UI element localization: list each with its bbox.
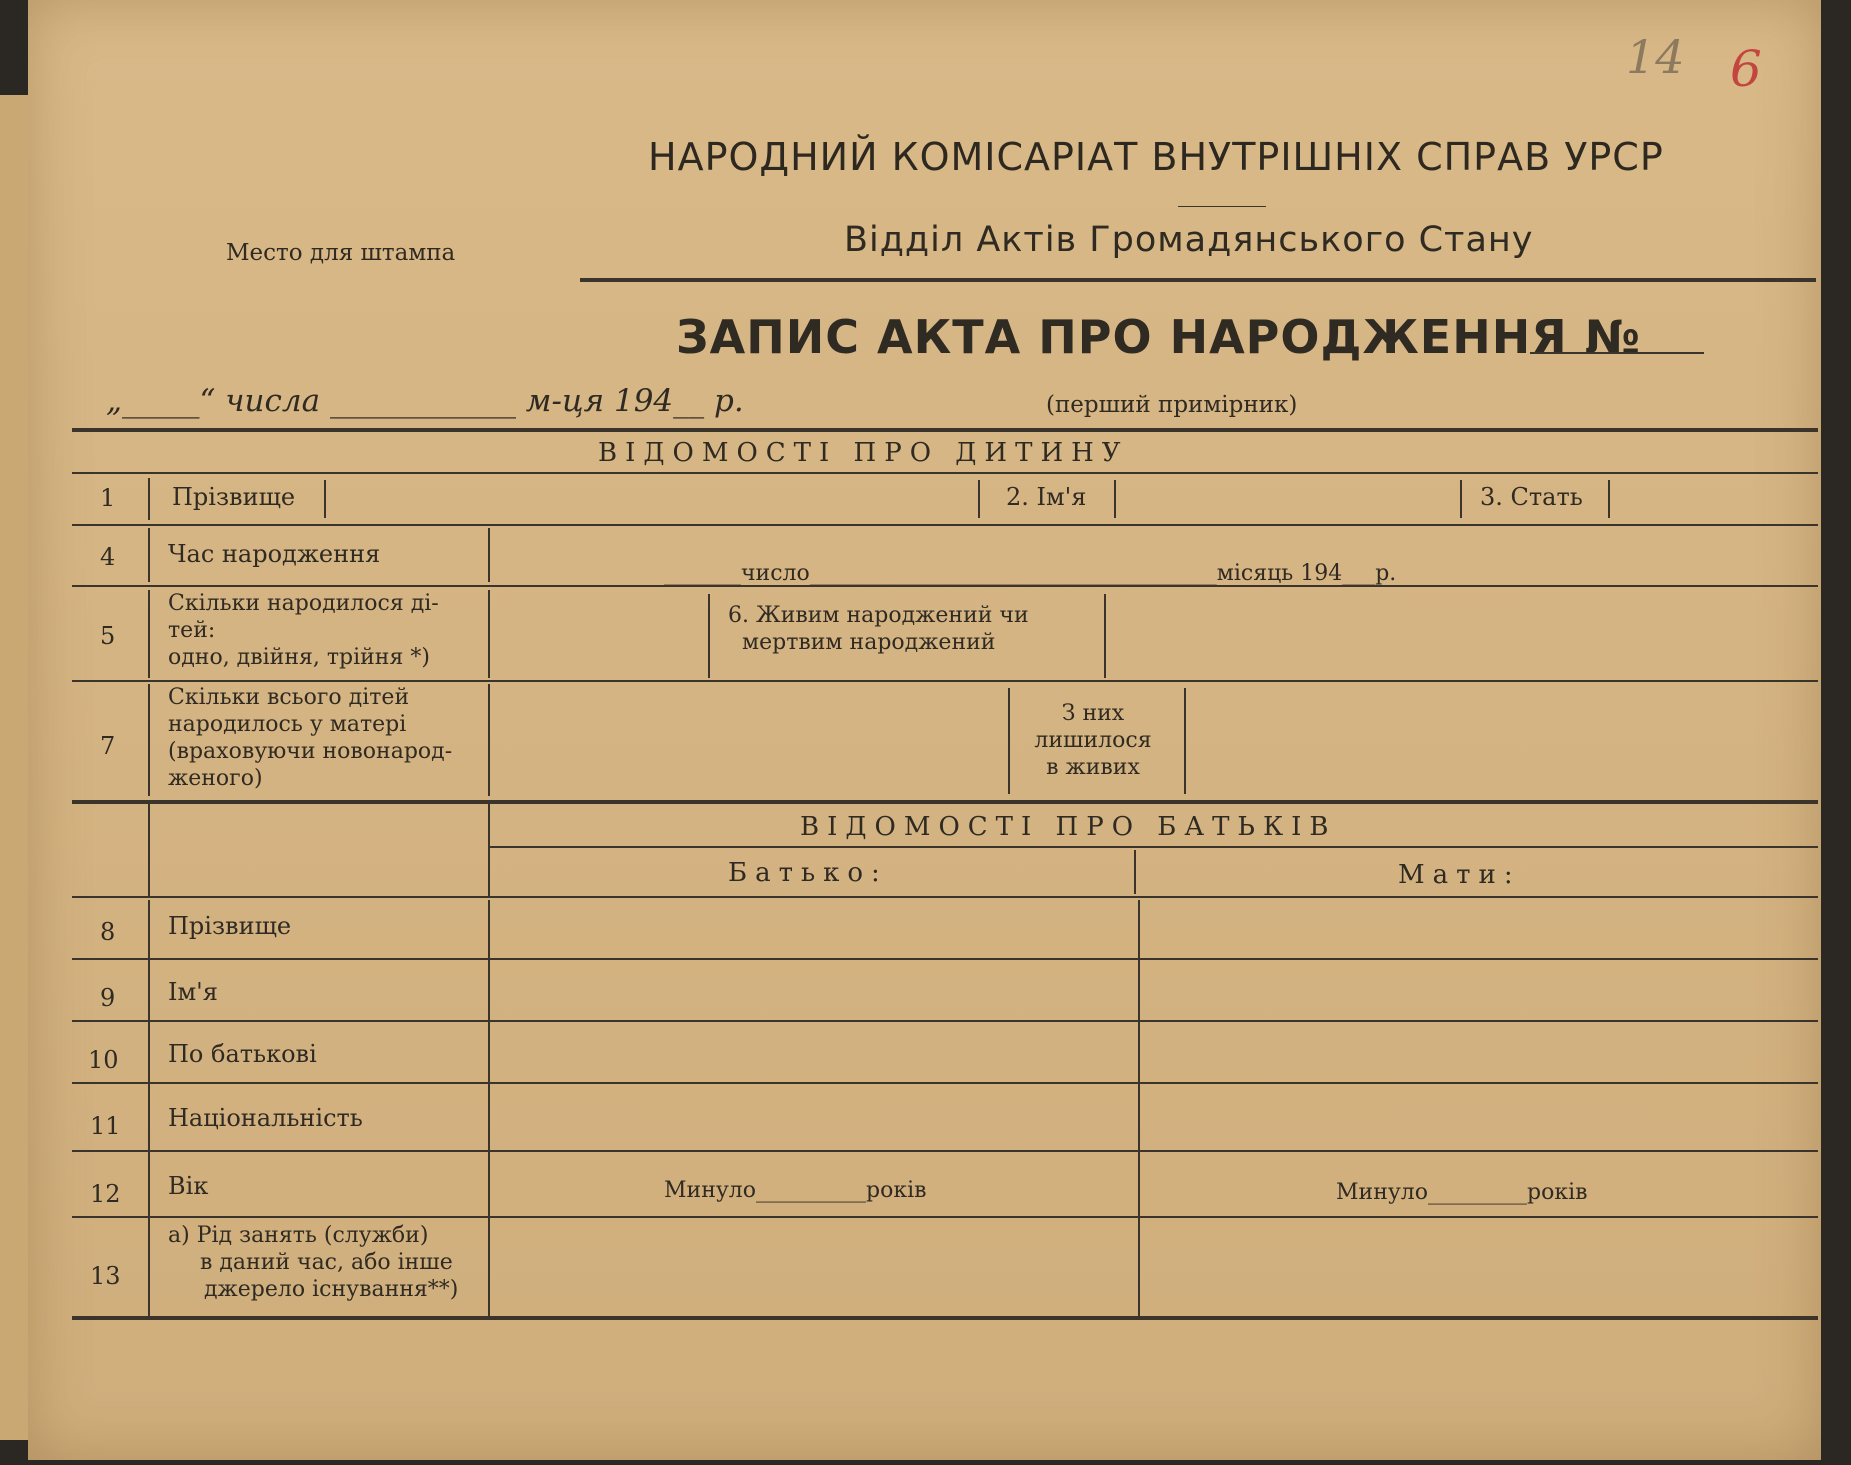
rule-4	[72, 680, 1818, 682]
archive-page-number-red: 6	[1730, 40, 1762, 98]
row-5-divider	[1104, 594, 1106, 678]
stamp-place-label: Место для штампа	[226, 240, 456, 266]
parent-age-label: Вік	[168, 1172, 209, 1200]
child-sex-label: 3. Стать	[1480, 483, 1583, 511]
row-7-divider	[1008, 688, 1010, 794]
row-5-divider	[488, 590, 490, 678]
birth-time-fields: _______число_____________________________________місяць 194___р.	[664, 561, 1397, 586]
archive-page-number: 14	[1626, 30, 1685, 84]
total-children-label-4: женого)	[168, 766, 263, 791]
mother-age-field: Минуло_________років	[1336, 1180, 1588, 1205]
parent-patronymic-label: По батькові	[168, 1040, 317, 1068]
mother-heading: Мати:	[1398, 860, 1521, 890]
parent-name-label: Ім'я	[168, 978, 218, 1006]
row-5-number: 5	[100, 622, 116, 650]
row-1-divider	[148, 478, 150, 520]
birth-time-label: Час народження	[168, 540, 381, 568]
record-date-line: „_____“ числа ____________ м-ця 194__ р.	[106, 383, 744, 419]
father-heading: Батько:	[728, 858, 888, 888]
child-surname-label: Прізвище	[172, 483, 296, 511]
row-1-divider	[324, 480, 326, 518]
row-7-divider	[1184, 688, 1186, 794]
rule-13	[72, 1316, 1818, 1320]
ministry-heading: НАРОДНИЙ КОМІСАРІАТ ВНУТРІШНІХ СПРАВ УРСР	[648, 135, 1664, 179]
rule-2	[72, 524, 1818, 526]
children-count-label-3: одно, двійня, трійня *)	[168, 645, 430, 670]
parents-header-divider	[148, 804, 150, 896]
alive-born-label-1: 6. Живим народжений чи	[728, 603, 1029, 628]
father-age-field: Минуло__________років	[664, 1178, 927, 1203]
row-4-number: 4	[100, 543, 116, 571]
rule-9	[72, 1020, 1818, 1022]
row-1-divider	[1460, 480, 1462, 518]
heading-dash	[1178, 206, 1266, 207]
row-8-number: 8	[100, 918, 116, 946]
parent-surname-label: Прізвище	[168, 912, 292, 940]
children-count-label-2: тей:	[168, 618, 216, 643]
rule-1	[72, 472, 1818, 474]
total-children-label-2: народилось у матері	[168, 712, 407, 737]
row-5-divider	[148, 590, 150, 678]
parents-section-title: ВІДОМОСТІ ПРО БАТЬКІВ	[800, 812, 1337, 842]
header-rule	[580, 278, 1816, 282]
birth-record-card	[28, 0, 1821, 1460]
row-4-divider	[148, 528, 150, 582]
record-title: ЗАПИС АКТА ПРО НАРОДЖЕННЯ №	[676, 310, 1641, 364]
record-number-line	[1530, 352, 1704, 354]
occupation-label-1: а) Рід занять (служби)	[168, 1223, 429, 1248]
parents-grid-divider	[488, 900, 490, 1316]
rule-11	[72, 1150, 1818, 1152]
occupation-label-2: в даний час, або інше	[200, 1250, 453, 1275]
parents-grid-divider	[148, 900, 150, 1316]
occupation-label-3: джерело існування**)	[204, 1277, 459, 1302]
row-7-divider	[148, 684, 150, 796]
child-name-label: 2. Ім'я	[1006, 483, 1087, 511]
row-7-divider	[488, 684, 490, 796]
row-5-divider	[708, 594, 710, 678]
parents-header-divider	[1134, 850, 1136, 894]
row-10-number: 10	[88, 1046, 119, 1074]
total-children-label-1: Скільки всього дітей	[168, 685, 410, 710]
row-7-number: 7	[100, 732, 116, 760]
department-heading: Відділ Актів Громадянського Стану	[844, 220, 1534, 260]
children-count-label-1: Скільки народилося ді-	[168, 591, 439, 616]
total-children-label-3: (враховуючи новонарод-	[168, 739, 453, 764]
alive-born-label-2: мертвим народжений	[742, 630, 996, 655]
survived-label-1: З них	[1061, 701, 1125, 726]
rule-3	[72, 585, 1818, 587]
rule-5	[72, 800, 1818, 804]
parent-nationality-label: Національність	[168, 1104, 363, 1132]
child-section-title: ВІДОМОСТІ ПРО ДИТИНУ	[598, 438, 1129, 468]
row-13-number: 13	[90, 1262, 121, 1290]
rule-6	[488, 846, 1818, 848]
row-11-number: 11	[90, 1112, 121, 1140]
row-1-divider	[1114, 480, 1116, 518]
rule-7	[72, 896, 1818, 898]
row-1-divider	[1608, 480, 1610, 518]
rule-8	[72, 958, 1818, 960]
parents-header-divider	[488, 804, 490, 896]
survived-label-3: в живих	[1046, 755, 1140, 780]
row-9-number: 9	[100, 984, 116, 1012]
row-1-divider	[978, 480, 980, 518]
copy-note: (перший примірник)	[1046, 392, 1298, 418]
rule-10	[72, 1082, 1818, 1084]
section-rule-top	[72, 428, 1818, 432]
rule-12	[72, 1216, 1818, 1218]
row-1-number: 1	[100, 484, 116, 512]
survived-label-2: лишилося	[1034, 728, 1152, 753]
back-card-edge	[0, 95, 30, 1440]
parents-grid-divider	[1138, 900, 1140, 1316]
row-4-divider	[488, 528, 490, 582]
row-12-number: 12	[90, 1180, 121, 1208]
